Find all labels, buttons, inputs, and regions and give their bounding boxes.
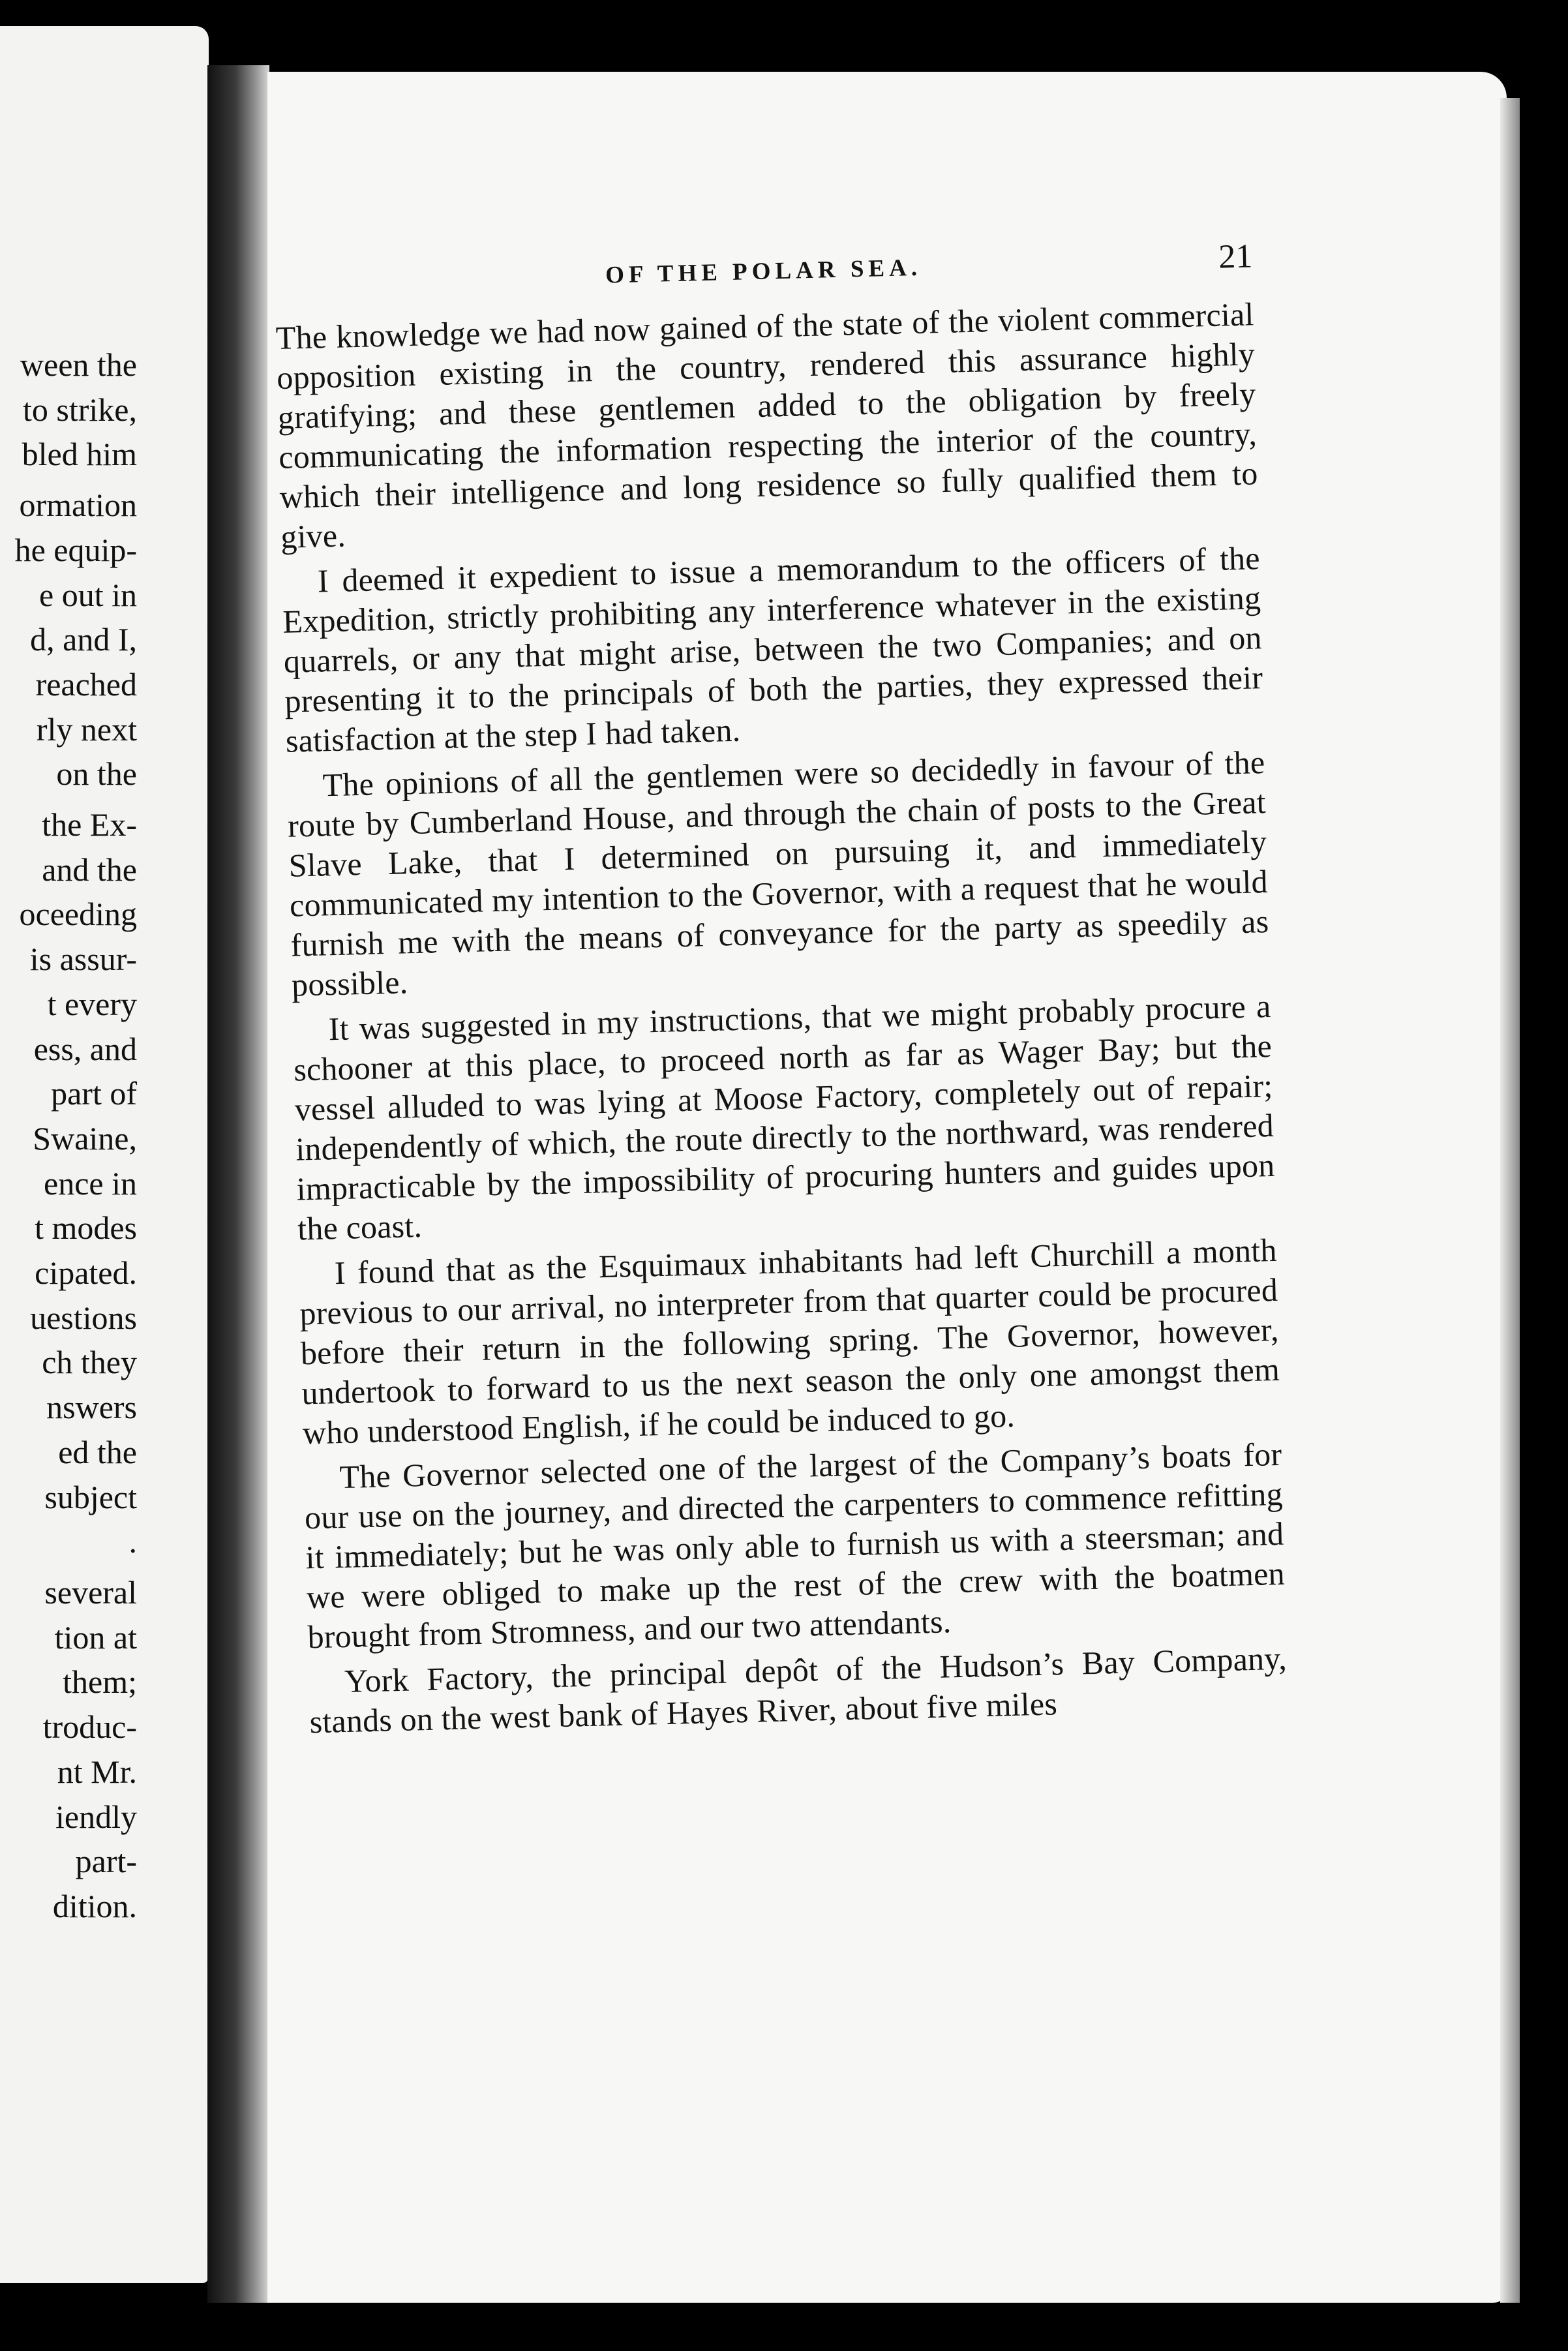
paragraph: The knowledge we had now gained of the state of the violent commercial opposition existing in the country, rendered this assurance highly gratifying; and these gentlemen added to the obligation by freely communicating the information respecting the interior of the country, which their intelligence and long residence so fully qualified them to give. bbox=[275, 296, 1259, 555]
left-page-line: bled him bbox=[22, 436, 137, 473]
left-page-line: rly next bbox=[36, 710, 137, 748]
left-page-line: several bbox=[44, 1573, 137, 1611]
left-page-line: . bbox=[128, 1523, 137, 1560]
left-page-line: oceeding bbox=[19, 896, 137, 933]
left-page-line: subject bbox=[44, 1478, 137, 1515]
page-number: 21 bbox=[1218, 237, 1253, 276]
header-spacer bbox=[275, 290, 327, 291]
left-page-line: dition. bbox=[52, 1887, 137, 1924]
paragraph: I found that as the Esquimaux inhabitants had left Churchill a month previous to our arrival, no interpreter from that quarter could be procured before their return in the following spring. The Governor, however, undertook to forward to us the next season the only one amongst them who understood English, if he could be induced to go. bbox=[299, 1231, 1280, 1451]
left-page-line: to strike, bbox=[23, 391, 137, 428]
left-page-line: part- bbox=[75, 1843, 137, 1880]
left-page-line: ormation bbox=[19, 487, 137, 524]
paragraph: I deemed it expedient to issue a memorandum to the officers of the Expedition, strictly prohibiting any interference whatever in the existing quarrels, or any that might arise, between the two Companies; and on presenting it to the principals of both the parties, they expressed their satisfaction at the step I had taken. bbox=[282, 539, 1263, 759]
left-page-line: nt Mr. bbox=[57, 1753, 137, 1790]
left-page-text bbox=[15, 342, 137, 1929]
book-gutter bbox=[207, 65, 269, 2303]
left-page-line: reached bbox=[35, 665, 137, 703]
left-page-line: and the bbox=[42, 851, 137, 888]
paragraph: It was suggested in my instructions, that we might probably procure a schooner at this place, to proceed north as far as Wager Bay; but the vessel alluded to was lying at Moose Factory, completely out of repair; independently of which, the route directly to the northward, was rendered impracticable by the impossibility of procuring hunters and guides upon the coast. bbox=[293, 988, 1276, 1247]
left-page-line: uestions bbox=[30, 1299, 137, 1336]
left-page-line: the Ex- bbox=[42, 806, 137, 843]
left-page-line: d, and I, bbox=[30, 621, 137, 658]
left-page-line: part of bbox=[51, 1075, 137, 1112]
left-page-line: Swaine, bbox=[33, 1119, 137, 1157]
running-title: OF THE POLAR SEA. bbox=[605, 254, 922, 289]
left-page-line: ess, and bbox=[33, 1030, 137, 1067]
left-page-line: is assur- bbox=[29, 941, 137, 978]
left-page-line: troduc- bbox=[42, 1708, 137, 1746]
left-page-line: cipated. bbox=[35, 1254, 137, 1292]
left-page-line: ence in bbox=[44, 1164, 137, 1202]
left-page-line: ed the bbox=[58, 1433, 137, 1470]
left-page-line: tion at bbox=[54, 1618, 137, 1656]
paragraph: The opinions of all the gentlemen were so decidedly in favour of the route by Cumberland House, and through the chain of posts to the Great Slave Lake, that I determined on pursuing it, and immediately communicated my intention to the Governor, with a request that he would furnish me with the means of conveyance for the party as speedily as possible. bbox=[287, 744, 1269, 1003]
paragraph: The Governor selected one of the largest of the Company’s boats for our use on the journey, and directed the carpenters to commence refitting it immediately; but he was only able to furnish us with a steersman; and we were obliged to make up the rest of the crew with the boatmen brought from Stromness, and our two attendants. bbox=[304, 1435, 1286, 1656]
left-page-line: t modes bbox=[35, 1209, 137, 1247]
page-edge-shadow bbox=[1500, 98, 1520, 2303]
left-page-line: them; bbox=[63, 1663, 137, 1701]
left-page-line: on the bbox=[56, 755, 137, 793]
left-page-line: t every bbox=[47, 985, 137, 1022]
left-page-line: ween the bbox=[20, 346, 137, 383]
left-page bbox=[0, 26, 209, 2283]
left-page-line: ch they bbox=[42, 1344, 137, 1381]
paragraph: York Factory, the principal depôt of the Hudson’s Bay Company, stands on the west bank of Hayes River, about five miles bbox=[309, 1639, 1288, 1740]
left-page-line: e out in bbox=[39, 576, 137, 613]
left-page-line: nswers bbox=[46, 1389, 137, 1426]
page-content bbox=[274, 237, 1288, 1742]
left-page-line: iendly bbox=[55, 1798, 137, 1835]
left-page-line: he equip- bbox=[14, 531, 137, 568]
